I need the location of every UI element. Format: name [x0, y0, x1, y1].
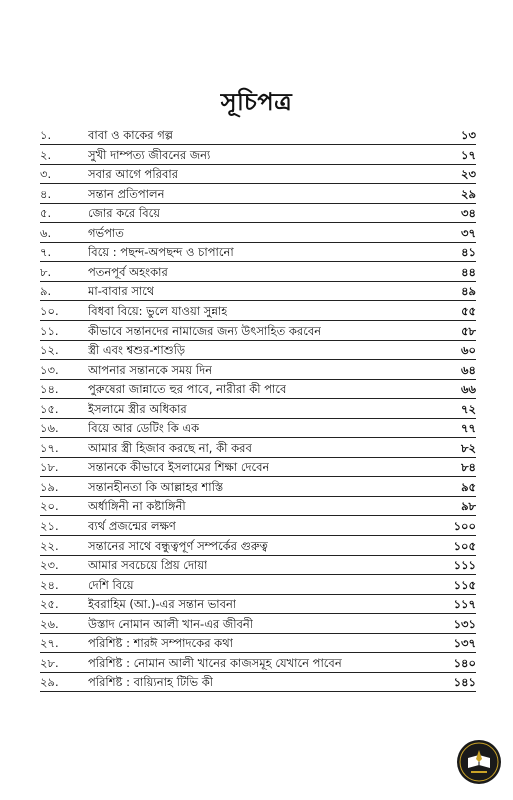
toc-entry: [40, 360, 476, 380]
toc-entry: [40, 438, 476, 458]
toc-entry-title: বাবা ও কাকের গল্প: [88, 128, 174, 142]
toc-entry-number: ১২.: [40, 343, 59, 358]
toc-entry-number: ২২.: [40, 538, 59, 553]
toc-entry-page: ৩৭: [461, 225, 476, 240]
toc-entry-page: ৯৮: [461, 499, 476, 514]
toc-entry: [40, 457, 476, 477]
toc-entry-title: গর্ভপাত: [88, 225, 124, 240]
toc-entry-number: ৬.: [40, 225, 52, 240]
toc-entry: [40, 262, 476, 282]
toc-entry-page: ১৩৭: [453, 636, 476, 651]
toc-entry-page: ৬৪: [461, 362, 476, 377]
toc-entry-title: সন্তানকে কীভাবে ইসলামের শিক্ষা দেবেন: [88, 460, 270, 475]
toc-entry-title: আমার সবচেয়ে প্রিয় দোয়া: [88, 558, 208, 573]
toc-entry: [40, 399, 476, 419]
toc-entry-page: ১৩১: [453, 616, 476, 631]
toc-entry: [40, 145, 476, 165]
toc-entry-number: ৩.: [40, 167, 52, 182]
toc-entry: [40, 379, 476, 399]
toc-entry-page: ২৩: [461, 167, 476, 182]
toc-entry-number: ২.: [40, 147, 52, 162]
toc-entry-title: জোর করে বিয়ে: [88, 206, 161, 221]
toc-entry-title: আপনার সন্তানকে সময় দিন: [88, 362, 213, 377]
toc-entry: [40, 594, 476, 614]
toc-entry-number: ১.: [40, 128, 52, 142]
page-title: সূচিপত্র: [220, 88, 293, 116]
toc-entry: [40, 223, 476, 243]
toc-entry-title: পরিশিষ্ট : বায়্যিনাহ টিভি কী: [88, 675, 214, 690]
toc-entry-title: মা-বাবার সাথে: [88, 284, 155, 299]
toc-entry: [40, 672, 476, 692]
toc-entry-page: ৪৯: [461, 284, 476, 299]
toc-entry-page: ৩৪: [461, 206, 476, 221]
toc-entry-page: ৪১: [461, 245, 476, 260]
toc-entry-number: ২৩.: [40, 558, 59, 573]
toc-entry-page: ৯৫: [461, 479, 476, 494]
toc-entry-page: ১০৫: [453, 538, 476, 553]
toc-entry-title: পুরুষেরা জান্নাতে হুর পাবে, নারীরা কী পাবে: [88, 382, 287, 397]
toc-entry: [40, 555, 476, 575]
toc-entry-number: ১৫.: [40, 401, 59, 416]
toc-entry-page: ১১১: [453, 558, 476, 573]
toc-entry: [40, 203, 476, 223]
toc-entry-page: ২৯: [461, 186, 476, 201]
toc-entry-title: সন্তানের সাথে বন্ধুত্বপূর্ণ সম্পর্কের গুরুত্ব: [88, 538, 268, 553]
toc-entry-title: স্ত্রী এবং শ্বশুর-শাশুড়ি: [88, 343, 186, 358]
toc-entry-page: ১০০: [453, 519, 476, 533]
toc-entry-number: ২০.: [40, 499, 59, 514]
toc-entry-title: বিয়ে আর ডেটিং কি এক: [88, 421, 200, 436]
toc-entry-page: ৮৪: [461, 460, 476, 475]
toc-entry-number: ১০.: [40, 303, 59, 318]
toc-entry-page: ৫৫: [461, 303, 476, 318]
toc-entry-number: ৫.: [40, 206, 52, 221]
toc-entry-title: উস্তাদ নোমান আলী খান-এর জীবনী: [88, 616, 254, 631]
toc-entry-number: ১৬.: [40, 421, 59, 436]
toc-entry-title: বিধবা বিয়ে: ভুলে যাওয়া সুন্নাহ: [88, 303, 228, 318]
toc-entry-page: ১১৫: [453, 577, 476, 592]
toc-entry-title: বিয়ে : পছন্দ-অপছন্দ ও চাপানো: [88, 245, 234, 260]
toc-entry-page: ৮২: [461, 440, 476, 455]
toc-entry-number: ৯.: [40, 284, 52, 299]
toc-entry-number: ১৯.: [40, 479, 59, 494]
toc-entry-title: ইসলামে স্ত্রীর অধিকার: [88, 401, 187, 416]
toc-entry-title: সবার আগে পরিবার: [88, 167, 179, 182]
toc-entry-number: ২১.: [40, 519, 59, 533]
toc-entry-page: ৭৭: [461, 421, 476, 436]
toc-entry-page: ১৭: [461, 147, 476, 162]
toc-entry-number: ২৬.: [40, 616, 59, 631]
toc-entry-title: অর্ধাঙ্গিনী না কষ্টাঙ্গিনী: [88, 499, 186, 514]
toc-entry-number: ১৪.: [40, 382, 59, 397]
publisher-logo-icon: [455, 738, 503, 786]
toc-entry: [40, 184, 476, 204]
toc-entry: [40, 321, 476, 341]
toc-entry-title: পরিশিষ্ট : শারঈ সম্পাদকের কথা: [88, 636, 233, 651]
toc-entry-number: ৭.: [40, 245, 52, 260]
toc-entry-page: ৭২: [461, 401, 476, 416]
toc-entry: [40, 575, 476, 595]
toc-entry-page: ৪৪: [461, 264, 476, 279]
toc-entry-page: ৬৬: [461, 382, 476, 397]
toc-entry-title: সন্তানহীনতা কি আল্লাহর শাস্তি: [88, 479, 224, 494]
toc-entry-page: ১১৭: [453, 597, 476, 612]
toc-entry-number: ৮.: [40, 264, 52, 279]
toc-entry: [40, 125, 476, 145]
toc-entry-number: ১৮.: [40, 460, 59, 475]
toc-entry: [40, 653, 476, 673]
toc-entry: [40, 340, 476, 360]
toc-entry-title: ইবরাহিম (আ.)-এর সন্তান ভাবনা: [88, 597, 237, 612]
toc-entry-number: ২৮.: [40, 655, 59, 670]
toc-entry-number: ২৭.: [40, 636, 59, 651]
toc-entry-page: ১৪১: [453, 675, 476, 690]
toc-entry-number: ২৫.: [40, 597, 59, 612]
toc-entry: [40, 281, 476, 301]
toc-entry-title: কীভাবে সন্তানদের নামাজের জন্য উৎসাহিত করবেন: [88, 323, 322, 338]
toc-entry-number: ১৭.: [40, 440, 59, 455]
toc-entry-page: ১৩: [461, 128, 476, 142]
toc-entry-title: আমার স্ত্রী হিজাব করছে না, কী করব: [88, 440, 252, 455]
toc-entry-title: পতনপূর্ব অহংকার: [88, 264, 168, 279]
toc-entry: [40, 477, 476, 497]
toc-entry: [40, 496, 476, 516]
toc-entry-title: ব্যর্থ প্রজন্মের লক্ষণ: [88, 519, 176, 533]
toc-entry: [40, 242, 476, 262]
toc-entry: [40, 301, 476, 321]
toc-entry-title: সন্তান প্রতিপালন: [88, 186, 165, 201]
toc-entry-number: ৪.: [40, 186, 52, 201]
toc-entry-page: ৬০: [461, 343, 476, 358]
toc-entry-number: ১১.: [40, 323, 59, 338]
toc-entry-page: ১৪০: [453, 655, 476, 670]
toc-entry-page: ৫৮: [461, 323, 476, 338]
toc-entry-number: ২৪.: [40, 577, 59, 592]
toc-entry-title: দেশি বিয়ে: [88, 577, 134, 592]
toc-entry: [40, 614, 476, 634]
toc-entry: [40, 536, 476, 556]
toc-entry: [40, 516, 476, 536]
toc-entry-title: পরিশিষ্ট : নোমান আলী খানের কাজসমূহ যেখানে পাবেন: [88, 655, 342, 670]
toc-entry: [40, 164, 476, 184]
toc-entry-number: ২৯.: [40, 675, 59, 690]
toc-entry: [40, 633, 476, 653]
toc-entry: [40, 418, 476, 438]
toc-entry-number: ১৩.: [40, 362, 59, 377]
toc-entry-title: সুখী দাম্পত্য জীবনের জন্য: [88, 147, 211, 162]
